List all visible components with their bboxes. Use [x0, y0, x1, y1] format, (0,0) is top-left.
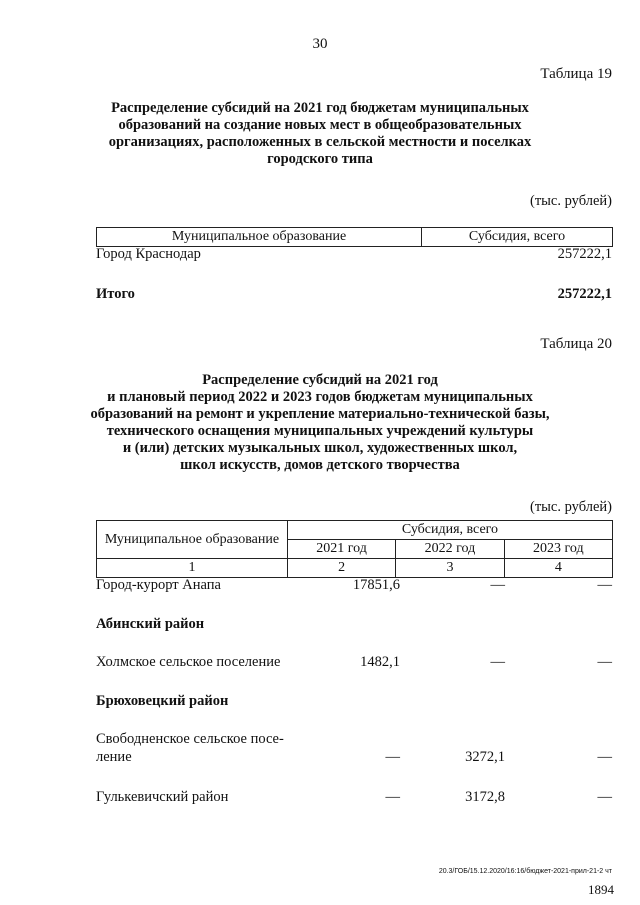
table19-header: [96, 227, 613, 247]
value-2022: 3172,8: [465, 789, 505, 805]
footer-code: 20.3/ГОБ/15.12.2020/16:16/бюджет-2021-прил-21-2 чт: [438, 868, 612, 875]
value-2022: —: [490, 577, 505, 593]
value-2022: —: [490, 654, 505, 670]
title-line: и (или) детских музыкальных школ, художественных школ,: [122, 440, 518, 456]
table20-header: [96, 520, 613, 578]
table19-units: (тыс. рублей): [530, 193, 612, 209]
col-number: 3: [396, 559, 504, 578]
table20-units: (тыс. рублей): [530, 499, 612, 515]
col-number: 1: [97, 559, 288, 578]
value-2021: —: [385, 789, 400, 805]
title-line: школ искусств, домов детского творчества: [180, 457, 460, 473]
value-2022: 3272,1: [465, 749, 505, 765]
value-2023: —: [597, 654, 612, 670]
page-number: 30: [312, 36, 328, 52]
district-heading: Брюховецкий район: [96, 693, 229, 709]
value-2023: —: [597, 749, 612, 765]
header-year-2022: 2022 год: [396, 540, 504, 559]
table19-row-value: 257222,1: [557, 246, 612, 262]
title-line: Распределение субсидий на 2021 год: [202, 372, 438, 388]
value-2021: 17851,6: [352, 577, 400, 593]
header-municipality: Муниципальное образование: [97, 228, 422, 247]
table20-row-name: Гулькевичский район: [96, 789, 229, 805]
header-year-2021: 2021 год: [287, 540, 395, 559]
title-line: городского типа: [267, 151, 373, 167]
table19-label: Таблица 19: [540, 66, 612, 82]
value-2023: —: [597, 789, 612, 805]
district-heading: Абинский район: [96, 616, 205, 632]
title-line: образований на ремонт и укрепление материально-технической базы,: [90, 406, 550, 422]
header-subsidy: Субсидия, всего: [422, 228, 613, 247]
title-line: и плановый период 2022 и 2023 годов бюджетам муниципальных: [107, 389, 533, 405]
table20-row-name-line2: ление: [96, 749, 132, 765]
table20-label: Таблица 20: [540, 336, 612, 352]
header-municipality: Муниципальное образование: [97, 521, 288, 559]
title-line: технического оснащения муниципальных учреждений культуры: [106, 423, 534, 439]
col-number: 4: [504, 559, 612, 578]
col-number: 2: [287, 559, 395, 578]
table20-row-name-line1: Свободненское сельское посе-: [96, 731, 284, 747]
header-year-2023: 2023 год: [504, 540, 612, 559]
value-2021: —: [385, 749, 400, 765]
table20-title: [70, 372, 570, 474]
stamp-number: 1894: [588, 882, 614, 897]
table19-row-name: Город Краснодар: [96, 246, 201, 262]
value-2023: —: [597, 577, 612, 593]
title-line: Распределение субсидий на 2021 год бюджетам муниципальных: [111, 100, 529, 116]
header-subsidy: Субсидия, всего: [287, 521, 612, 540]
title-line: образований на создание новых мест в общеобразовательных: [118, 117, 522, 133]
table19-total-label: Итого: [96, 286, 135, 302]
title-line: организациях, расположенных в сельской местности и поселках: [108, 134, 532, 150]
table20-row-name: Город-курорт Анапа: [96, 577, 221, 593]
table20-row-name: Холмское сельское поселение: [96, 654, 281, 670]
table19-title: [90, 100, 550, 168]
table19-total-value: 257222,1: [557, 286, 612, 302]
value-2021: 1482,1: [360, 654, 400, 670]
